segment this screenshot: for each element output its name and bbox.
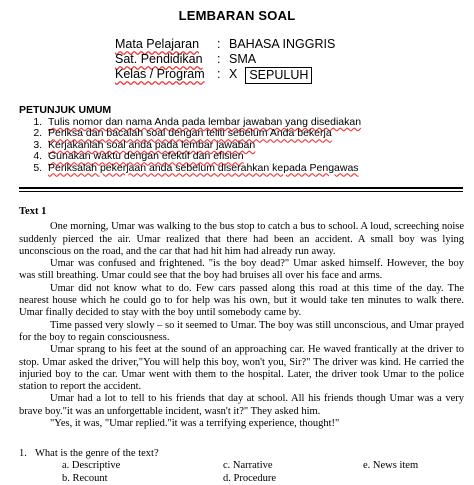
text-title: Text 1 [19, 206, 47, 217]
class-value: X [229, 67, 238, 81]
list-item: 1. Tulis nomor dan nama Anda pada lembar jawaban yang disediakan [45, 117, 459, 128]
class-row [115, 67, 335, 84]
separator: : [217, 37, 221, 51]
answer-options [19, 460, 464, 485]
question-line [19, 448, 464, 460]
page-title: LEMBARAN SOAL [178, 8, 296, 23]
list-item: 5. Periksalah pekerjaan anda sebelum diserahkan kepada Pengawas [45, 163, 459, 174]
list-item: 2. Periksa dan bacalah soal dengan teliti sebelum Anda bekerja [45, 128, 459, 139]
option-b[interactable]: b. Recount [62, 472, 108, 484]
instructions [19, 104, 459, 174]
paragraph: Time passed very slowly – so it seemed to Umar. The boy was still unconscious, and Umar prayed for the boy to regain consciousness. [19, 319, 464, 343]
school-level-value: SMA [229, 52, 257, 66]
list-item: 4. Gunakan waktu dengan efektif dan efisien [45, 151, 459, 162]
subject-label: Mata Pelajaran [115, 37, 200, 51]
paragraph: Umar did not know what to do. Few cars passed along this road at this time of the day. The nearest house which he could go to for help was his own, but it would take ten minutes to walk there. Umar finally decided to stay with the boy until somebody came by. [19, 282, 464, 319]
instructions-title: PETUNJUK UMUM [19, 104, 112, 116]
school-level-row [115, 52, 335, 67]
question-text: What is the genre of the text? [35, 448, 159, 459]
option-e[interactable]: e. News item [363, 460, 419, 472]
option-d[interactable]: d. Procedure [223, 472, 277, 484]
option-a[interactable]: a. Descriptive [62, 460, 121, 472]
divider [19, 187, 463, 189]
class-label: Kelas / Program [115, 67, 205, 81]
divider [19, 191, 463, 192]
school-level-label: Sat. Pendidikan [115, 52, 203, 66]
reading-text [19, 206, 464, 430]
question-number: 1. [19, 448, 27, 459]
list-item: 3. Kerjakanlah soal anda pada lembar jawaban [45, 140, 459, 151]
subject-info [115, 37, 335, 84]
paragraph: Umar sprang to his feet at the sound of an approaching car. He waved frantically at the driver to stop. Umar asked the driver,"You will help this boy, won't you, Sir?" The driver was kind. He carried the injuried boy to the car. Umar went with them to the hospital. Later, the driver took Umar to the police station to report the accident. [19, 344, 464, 393]
paragraph: Umar was confused and frightened. "is the boy dead?" Umar asked himself. However, the boy was still breathing. Umar could see that the boy had bruises all over his face and arms. [19, 258, 464, 282]
paragraph: "Yes, it was, "Umar replied."it was a terrifying experience, thought!" [50, 418, 340, 430]
question-1 [19, 448, 464, 485]
separator: : [217, 67, 221, 81]
paragraph: One morning, Umar was walking to the bus stop to catch a bus to school. A loud, screeching noise suddenly pierced the air. Umar realized that there had been an accident. A small boy was lying unconscious on the road, and the car that had hit him had already run away. [19, 221, 464, 257]
option-c[interactable]: c. Narrative [223, 460, 273, 472]
option-empty [363, 473, 474, 485]
paragraph: Umar had a lot to tell to his friends that day at school. All his friends though Umar was a very brave boy."it was an unforgettable incident, wasn't it?" They asked him. [19, 393, 464, 417]
class-boxed-value: SEPULUH [245, 67, 312, 84]
subject-row [115, 37, 335, 52]
subject-value: BAHASA INGGRIS [229, 37, 336, 51]
instructions-list [19, 117, 459, 174]
separator: : [217, 52, 221, 66]
